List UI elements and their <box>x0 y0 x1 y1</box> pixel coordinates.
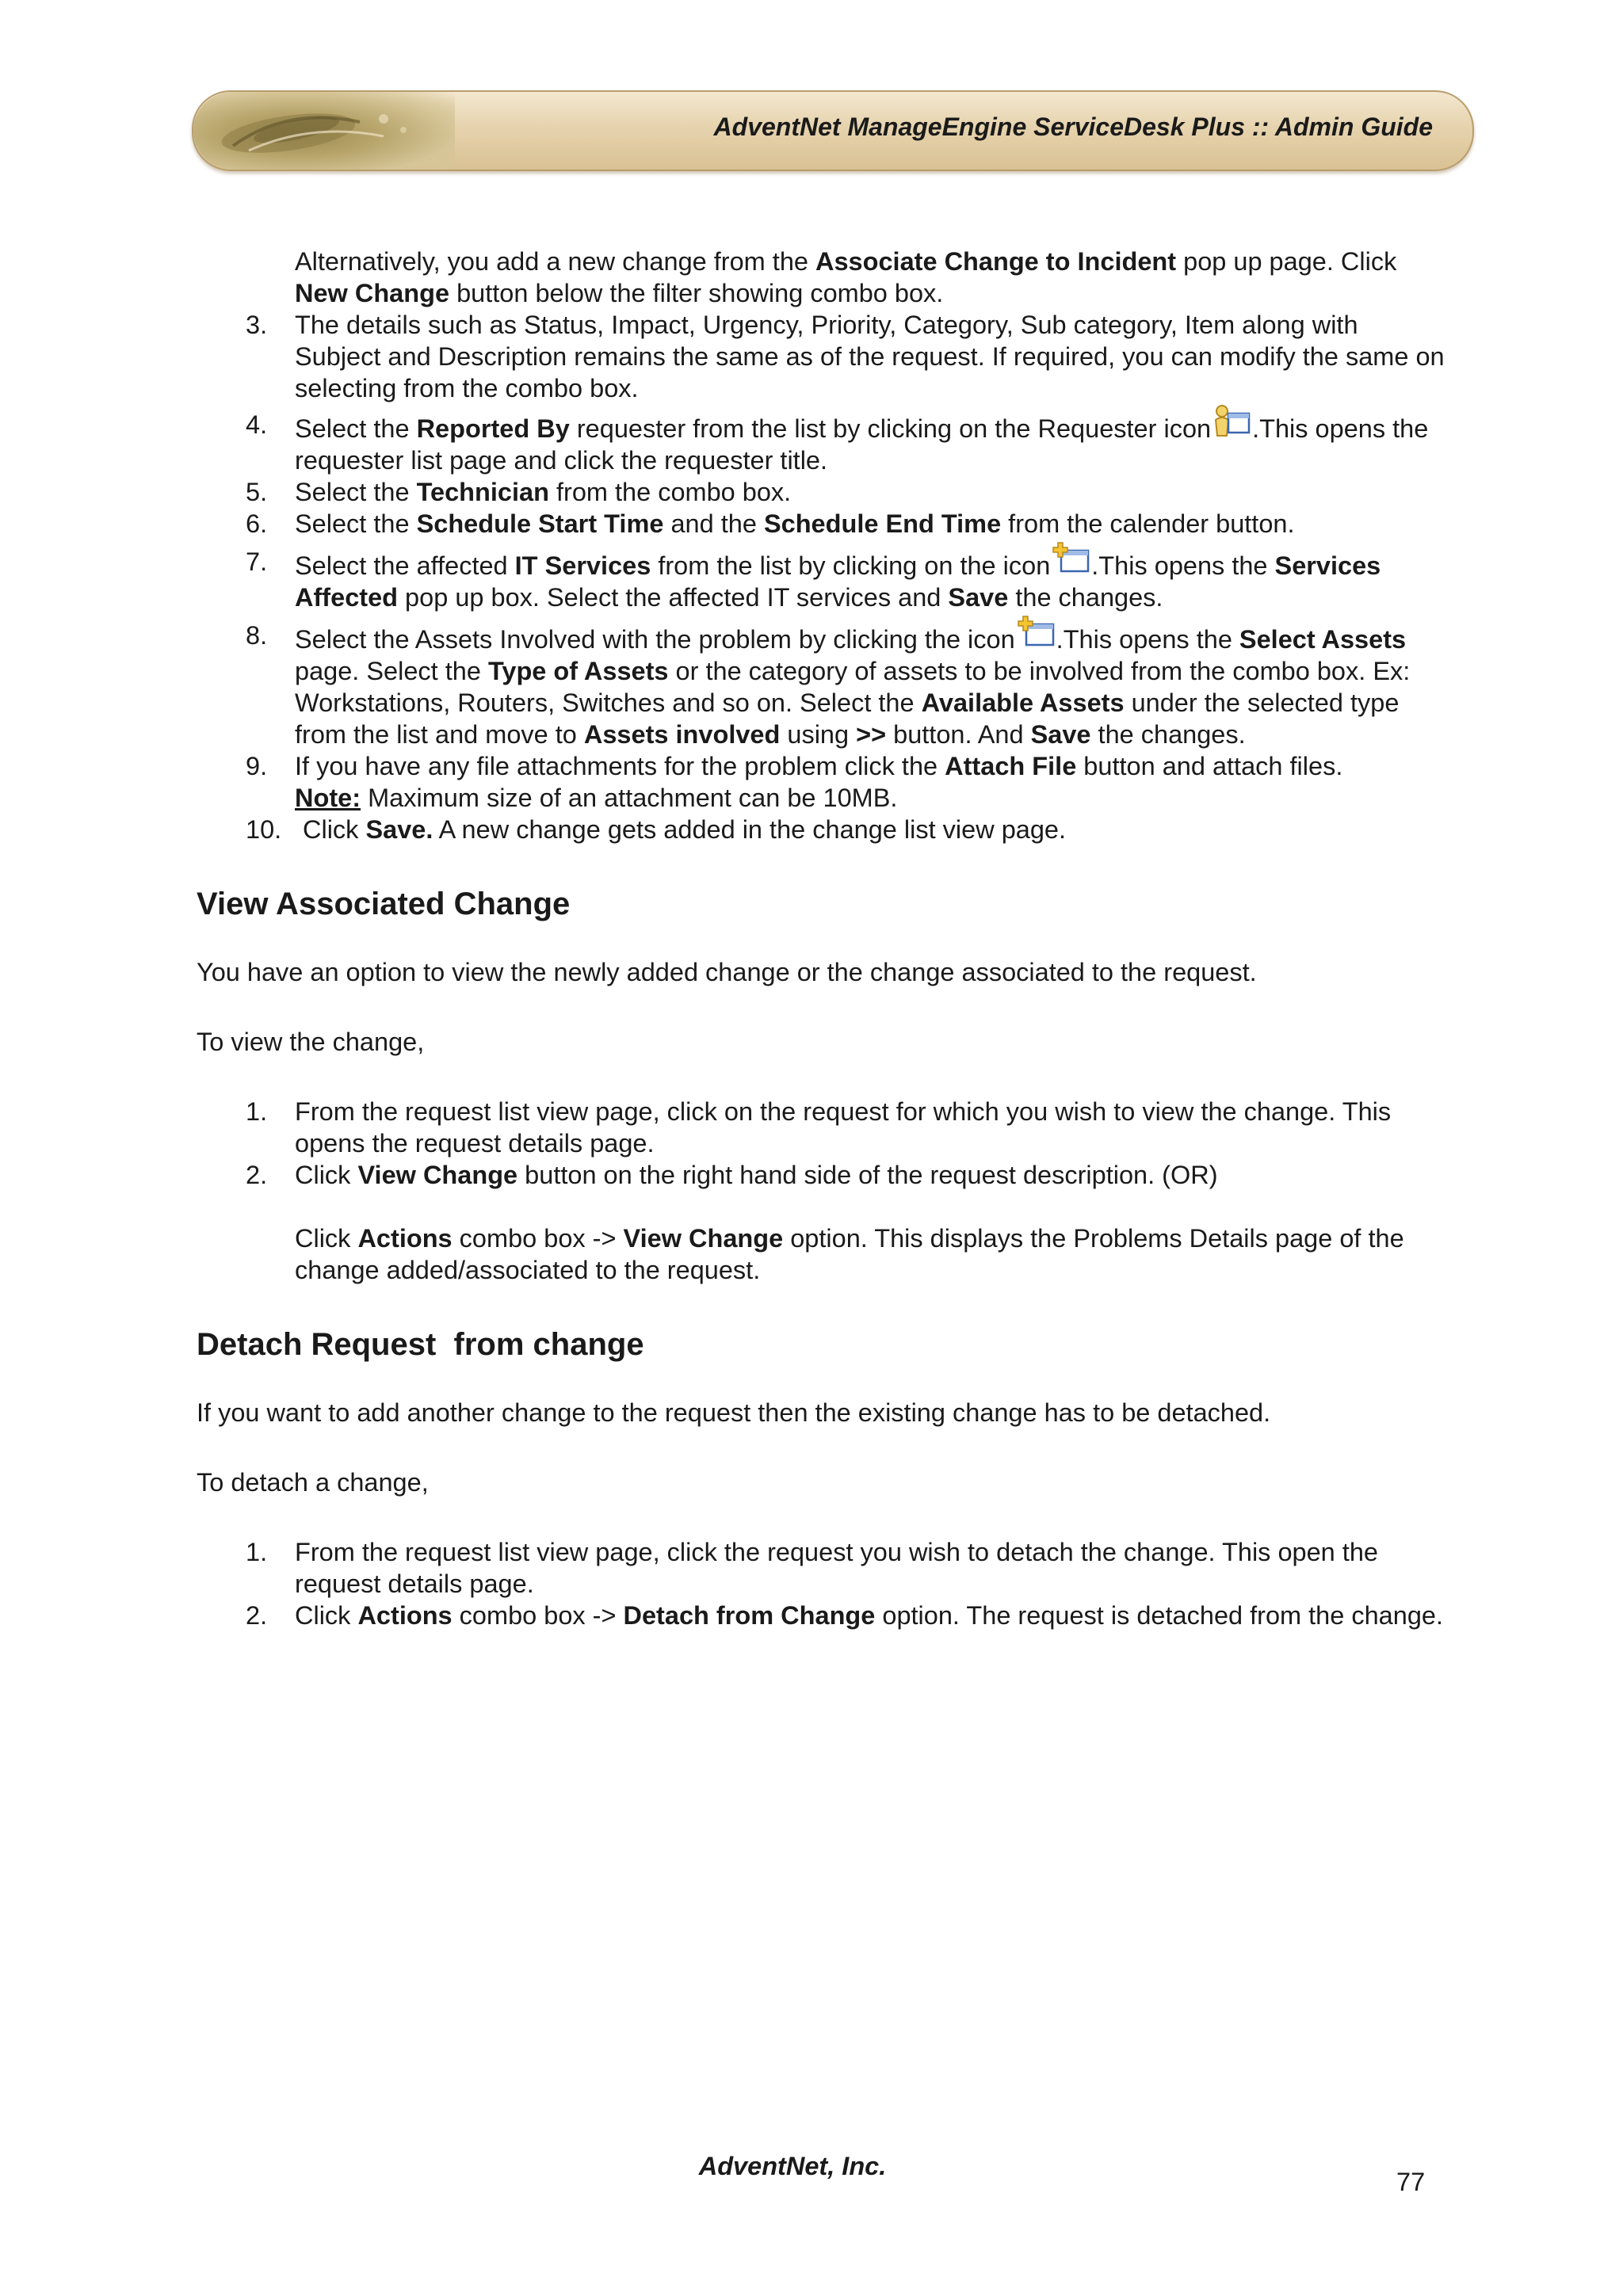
paragraph: To detach a change, <box>197 1468 429 1497</box>
list-number: 3. <box>246 311 268 339</box>
paragraph: If you want to add another change to the request then the existing change has to be detached. <box>197 1398 1271 1427</box>
list-number: 9. <box>246 752 268 780</box>
list-number: 10. <box>246 815 282 844</box>
list-number: 6. <box>246 509 268 538</box>
list-item: 4. Select the Reported By requester from the list by clicking on the Requester icon .This opens the requester list page and click the requester title. <box>197 409 1449 476</box>
note-label: Note: <box>295 784 361 812</box>
list-item: 5. Select the Technician from the combo box. <box>246 478 792 506</box>
list-item: 2. Click View Change button on the right hand side of the request description. (OR) <box>246 1161 1218 1189</box>
banner-art-image <box>193 92 455 170</box>
add-icon <box>1015 620 1056 651</box>
section-heading-view-associated-change: View Associated Change <box>197 887 571 921</box>
paragraph: To view the change, <box>197 1028 425 1056</box>
list-item: 6. Select the Schedule Start Time and the Schedule End Time from the calender button. <box>246 509 1295 538</box>
section-heading-detach-request: Detach Request from change <box>197 1327 644 1362</box>
header-banner <box>192 90 1474 171</box>
list-item: 2. Click Actions combo box -> Detach from Change option. The request is detached from the change. <box>246 1601 1444 1630</box>
list-number: 5. <box>246 478 268 506</box>
list-number: 2. <box>246 1161 268 1189</box>
banner-decoration-icon <box>201 98 439 163</box>
list-number: 4. <box>246 410 268 439</box>
list-item: 1. From the request list view page, click on the request for which you wish to view the change. This opens the request details page. <box>246 1097 1392 1158</box>
list-item: 10. Click Save. A new change gets added in the change list view page. <box>246 815 1067 844</box>
list-number: 8. <box>246 621 268 650</box>
list-item: 3. The details such as Status, Impact, Urgency, Priority, Category, Sub category, Item along with Subject and Description remains the same as of the request. If required, you can modify the same on selecting from the combo box. <box>246 311 1445 402</box>
list-item: 8. Select the Assets Involved with the problem by clicking the icon .This opens the Select Assets page. Select the Type of Assets or the category of assets to be involved from the combo box. Ex: Workstations, Routers, Switches and so on. Select the Available Assets under the selected type from the list and move to Assets involved using >> button. And Save the changes. <box>197 620 1449 750</box>
list-item: 1. From the request list view page, click the request you wish to detach the change. This open the request details page. <box>246 1538 1378 1598</box>
intro-paragraph: Alternatively, you add a new change from the Associate Change to Incident pop up page. Click New Change button below the filter showing combo box. <box>295 247 1397 307</box>
list-number: 1. <box>246 1538 268 1566</box>
header-title: AdventNet ManageEngine ServiceDesk Plus :: Admin Guide <box>713 113 1433 141</box>
footer-company: AdventNet, Inc. <box>698 2152 887 2180</box>
list-number: 1. <box>246 1097 268 1126</box>
list-number: 2. <box>246 1601 268 1630</box>
list-item: 7. Select the affected IT Services from the list by clicking on the icon .This opens the Services Affected pop up box. Select the affected IT services and Save the changes. <box>197 546 1449 613</box>
page-content <box>197 246 1449 1631</box>
add-icon <box>1050 546 1091 578</box>
paragraph: You have an option to view the newly added change or the change associated to the request. <box>197 958 1257 986</box>
list-item: 9. If you have any file attachments for the problem click the Attach File button and attach files. Note: Maximum size of an attachment can be 10MB. <box>246 752 1343 812</box>
requester-icon <box>1211 409 1252 441</box>
page-number: 77 <box>1396 2168 1426 2196</box>
list-number: 7. <box>246 547 268 576</box>
list-item-continuation: Click Actions combo box -> View Change option. This displays the Problems Details page of the change added/associated to the request. <box>295 1224 1404 1284</box>
